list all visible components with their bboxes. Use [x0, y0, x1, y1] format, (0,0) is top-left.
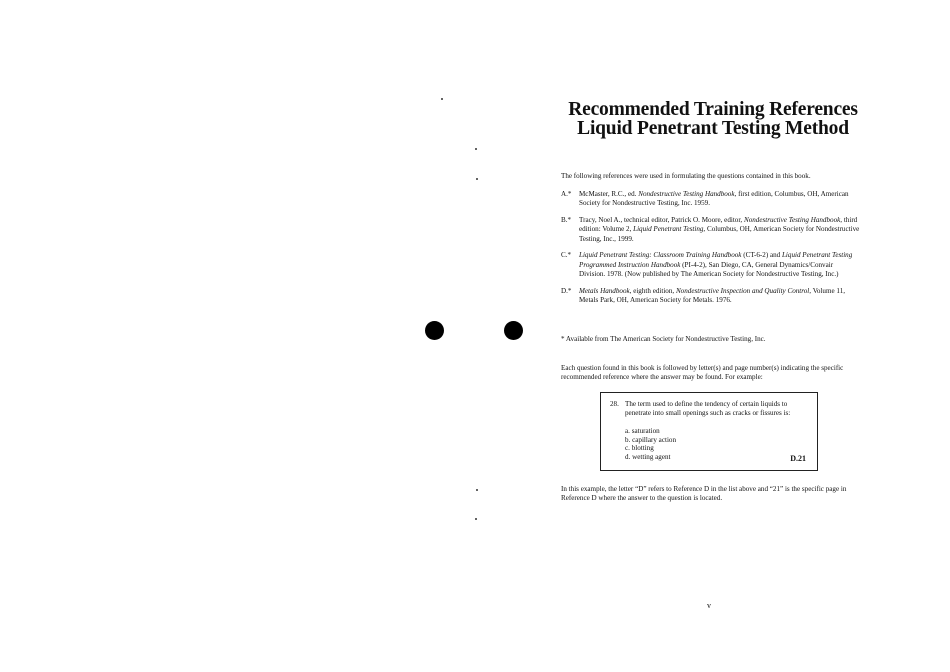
title-line-2: Liquid Penetrant Testing Method: [577, 118, 849, 139]
page-number: v: [707, 601, 711, 610]
title-line-1: Recommended Training References: [568, 99, 858, 120]
scan-speck: [475, 518, 477, 520]
reference-label: B.*: [561, 216, 572, 225]
example-question-number: 28.: [610, 400, 619, 408]
reference-label: C.*: [561, 251, 572, 260]
intro-paragraph: The following references were used in formulating the questions contained in this book.: [561, 172, 811, 180]
punch-hole-right: [504, 321, 523, 340]
example-answer-a: a. saturation: [625, 427, 660, 435]
scan-speck: [476, 489, 478, 491]
example-answer-c: c. blotting: [625, 444, 654, 453]
example-reference-code: D.21: [790, 454, 806, 464]
scan-speck: [475, 148, 477, 150]
reference-item-d: [561, 287, 861, 306]
availability-footnote: * Available from The American Society for Nondestructive Testing, Inc.: [561, 335, 766, 343]
explanation-paragraph: Each question found in this book is followed by letter(s) and page number(s) indicating the specific recommended reference where the answer may be found. For example:: [561, 364, 844, 382]
reference-text: McMaster, R.C., ed. Nondestructive Testing Handbook, first edition, Columbus, OH, American Society for Nondestructive Testing, Inc. 1959.: [579, 190, 849, 208]
example-question-text: The term used to define the tendency of certain liquids to penetrate into small openings such as cracks or fissures is:: [625, 400, 791, 417]
reference-text: Metals Handbook, eighth edition, Nondestructive Inspection and Quality Control, Volume 11, Metals Park, OH, American Society for Metals. 1976.: [579, 286, 846, 305]
scan-speck: [476, 178, 478, 180]
reference-label: A.*: [561, 190, 572, 198]
reference-item-c: [561, 251, 861, 279]
reference-label: D.*: [561, 286, 572, 295]
closing-paragraph: In this example, the letter “D” refers to Reference D in the list above and “21” is the specific page in Reference D where the answer to the question is located.: [561, 485, 847, 503]
example-answer-d: d. wetting agent: [625, 452, 671, 461]
reference-item-b: [561, 216, 861, 244]
example-answer-list: [625, 427, 676, 461]
example-answer-b: b. capillary action: [625, 435, 677, 444]
reference-text: Tracy, Noel A., technical editor, Patrick O. Moore, editor, Nondestructive Testing Handbook, third edition: Volume 2, Liquid Penetrant Testing, Columbus, OH, American Society for Nondestructive Testing, Inc., 1999.: [579, 216, 860, 243]
reference-text: Liquid Penetrant Testing: Classroom Training Handbook (CT-6-2) and Liquid Penetrant Testing Programmed Instruction Handbook (PI-4-2), San Diego, CA, General Dynamics/Convair Division. 1978. (Now published by The American Society for Nondestructive Testing, Inc.): [579, 251, 853, 279]
scan-speck: [441, 98, 443, 100]
punch-hole-left: [425, 321, 444, 340]
example-question-box: [600, 392, 818, 471]
reference-item-a: [561, 190, 861, 209]
page-title: [560, 100, 866, 138]
reference-list: [561, 190, 861, 313]
